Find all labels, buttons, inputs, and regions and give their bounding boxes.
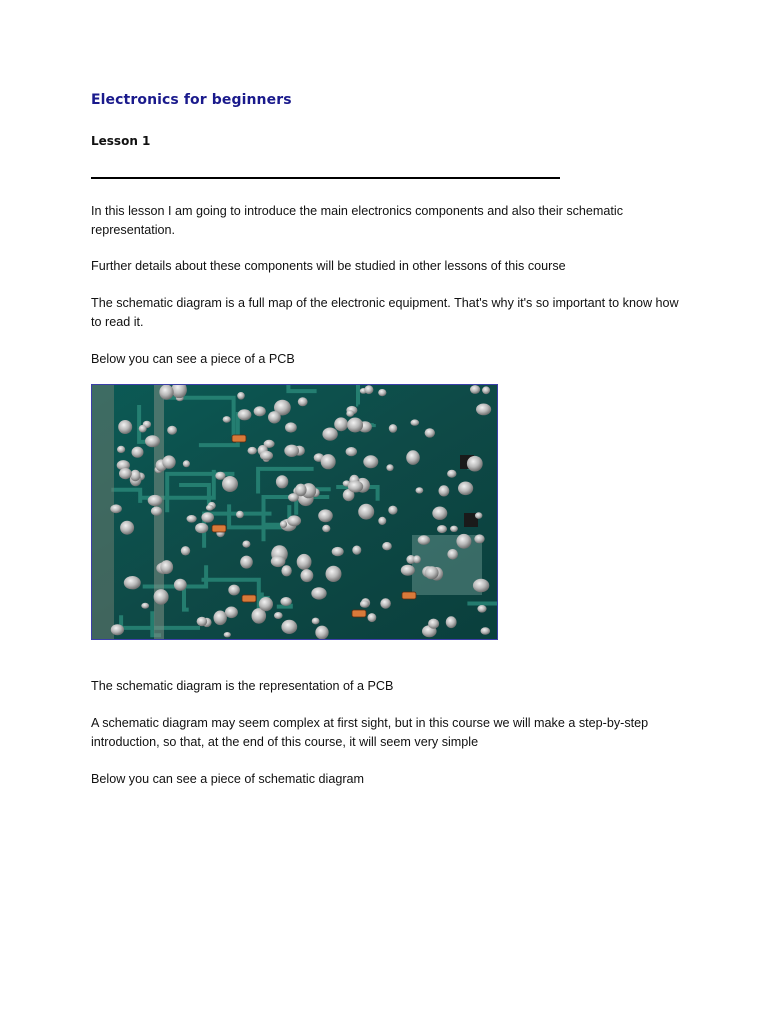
solder-joint [446, 616, 457, 628]
solder-joint [473, 579, 489, 593]
solder-joint [301, 569, 314, 582]
solder-joint [174, 579, 187, 591]
solder-joint [363, 455, 378, 468]
solder-joint [482, 386, 490, 394]
solder-joint [183, 460, 190, 467]
solder-joint [242, 541, 250, 548]
solder-joint [322, 428, 337, 441]
solder-joint [132, 447, 144, 458]
solder-joint [456, 534, 471, 549]
solder-joint [401, 565, 415, 576]
solder-joint [388, 506, 397, 515]
solder-joint [474, 534, 484, 543]
schematic-map-paragraph: The schematic diagram is a full map of the electronic equipment. That's why it's so important to know how to read it. [91, 296, 679, 329]
solder-joint [347, 418, 363, 433]
pcb-intro-paragraph: Below you can see a piece of a PCB [91, 352, 295, 366]
solder-joint [458, 482, 473, 496]
solder-joint [276, 475, 288, 488]
solder-joint [238, 409, 252, 420]
details-paragraph: Further details about these components will be studied in other lessons of this course [91, 259, 566, 273]
solder-joint [151, 507, 162, 516]
resistor [352, 610, 366, 617]
solder-joint [139, 425, 147, 433]
solder-joint [476, 404, 491, 416]
schematic-representation-paragraph: The schematic diagram is the representation of a PCB [91, 679, 394, 693]
solder-joint [167, 426, 177, 435]
solder-joint [281, 620, 297, 634]
solder-joint [447, 470, 456, 478]
solder-joint [162, 455, 175, 468]
solder-joint [259, 597, 273, 611]
solder-joint [124, 576, 141, 589]
schematic-intro-paragraph: Below you can see a piece of schematic diagram [91, 772, 365, 786]
solder-joint [297, 554, 312, 570]
solder-joint [386, 464, 393, 471]
solder-joint [236, 511, 244, 518]
solder-joint [260, 451, 273, 461]
solder-joint [378, 389, 386, 396]
solder-joint [117, 446, 125, 453]
solder-joint [195, 523, 208, 533]
solder-joint [425, 566, 439, 579]
resistor [232, 435, 246, 442]
solder-joint [378, 517, 386, 525]
solder-joint [254, 406, 266, 416]
solder-joint [110, 504, 122, 513]
solder-joint [321, 454, 336, 469]
solder-joint [228, 585, 240, 596]
solder-joint [382, 542, 392, 550]
solder-joint [187, 515, 197, 523]
solder-joint [364, 385, 373, 394]
solder-joint [274, 612, 283, 619]
solder-joint [437, 525, 447, 533]
solder-joint [432, 507, 447, 520]
solder-joint [159, 385, 173, 400]
solder-joint [280, 521, 287, 528]
solder-joint [148, 495, 163, 506]
solder-joint [237, 392, 245, 400]
solder-joint [315, 626, 328, 639]
resistor [212, 525, 226, 532]
solder-joint [467, 456, 483, 472]
solder-joint [145, 435, 160, 447]
solder-joint [322, 525, 330, 532]
solder-joint [222, 476, 238, 492]
solder-joint [475, 512, 482, 519]
solder-joint [215, 472, 225, 480]
resistor [242, 595, 256, 602]
solder-joint [206, 505, 214, 511]
solder-joint [214, 611, 227, 626]
solder-joint [298, 397, 308, 406]
solder-joint [280, 597, 291, 606]
solder-joint [287, 515, 301, 526]
solder-joint [223, 416, 231, 423]
solder-joint [295, 484, 307, 497]
solder-joint [380, 598, 391, 608]
solder-joint [411, 419, 420, 425]
solder-joint [268, 411, 281, 423]
solder-joint [281, 565, 291, 576]
solder-joint [481, 627, 491, 634]
solder-joint [450, 526, 458, 532]
solder-joint [197, 617, 208, 626]
solder-joint [119, 468, 132, 479]
solder-joint [181, 546, 190, 555]
solder-joint [346, 447, 357, 456]
solder-joint [332, 547, 344, 556]
document-title: Electronics for beginners [91, 92, 292, 108]
solder-joint [418, 535, 430, 545]
solder-joint [425, 428, 435, 437]
solder-joint [312, 618, 320, 625]
solder-joint [160, 560, 173, 574]
solder-joint [348, 481, 363, 493]
solder-joint [352, 546, 361, 555]
solder-joint [111, 624, 124, 635]
solder-joint [439, 485, 450, 496]
solder-joint [470, 385, 480, 394]
pcb-photo-illustration [92, 385, 497, 639]
solder-joint [154, 589, 169, 605]
intro-paragraph: In this lesson I am going to introduce the main electronics components and also their schematic representation. [91, 204, 624, 237]
solder-joint [311, 587, 326, 599]
resistor [402, 592, 416, 599]
solder-joint [118, 420, 132, 434]
solder-joint [416, 487, 424, 493]
horizontal-rule [91, 177, 560, 179]
solder-joint [360, 600, 369, 607]
solder-joint [130, 470, 140, 481]
solder-joint [120, 521, 134, 535]
solder-joint [326, 566, 342, 582]
solder-joint [318, 509, 333, 522]
solder-joint [201, 512, 214, 522]
solder-joint [358, 504, 374, 520]
solder-joint [240, 556, 253, 569]
solder-joint [413, 555, 421, 563]
solder-joint [447, 549, 458, 560]
pcb-photo [91, 384, 498, 640]
solder-joint [428, 619, 439, 629]
step-by-step-paragraph: A schematic diagram may seem complex at first sight, but in this course we will make a step-by-step introduction, so that, at the end of this course, it will seem very simple [91, 716, 649, 749]
solder-joint [224, 632, 231, 637]
solder-joint [225, 607, 238, 619]
solder-joint [284, 445, 299, 457]
solder-joint [285, 422, 297, 432]
solder-joint [389, 424, 397, 433]
lesson-heading: Lesson 1 [91, 134, 151, 148]
solder-joint [368, 613, 377, 622]
solder-joint [406, 450, 420, 465]
solder-joint [271, 556, 286, 567]
solder-joint [346, 410, 354, 417]
solder-joint [477, 605, 486, 613]
solder-joint [248, 447, 257, 455]
solder-joint [334, 417, 348, 431]
solder-joint [141, 603, 149, 609]
